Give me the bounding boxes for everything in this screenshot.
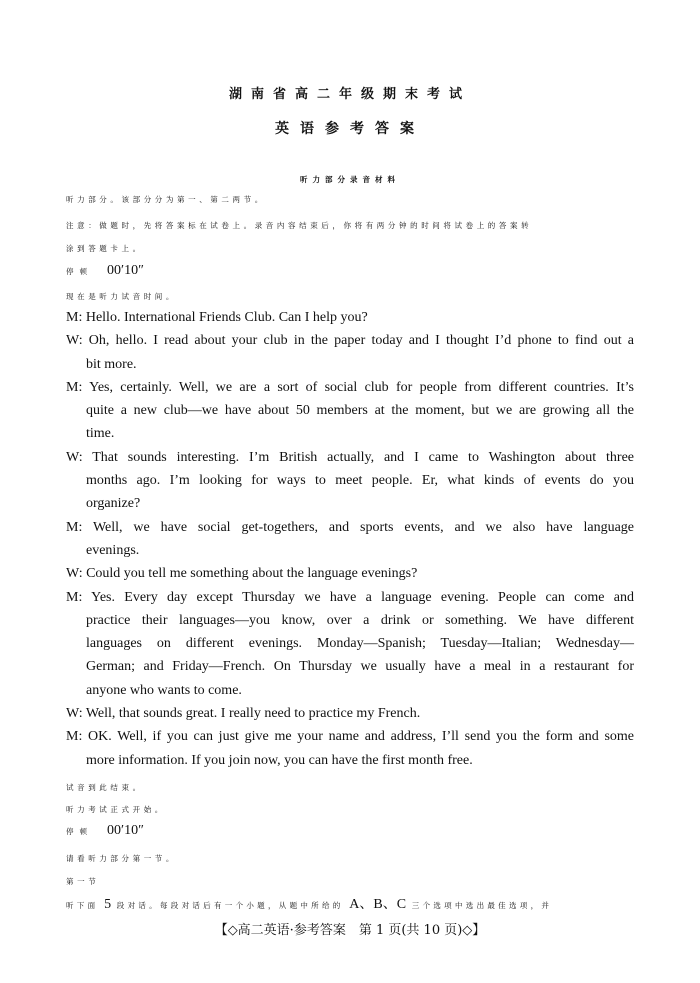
exam-start-note: 听力考试正式开始。 (66, 805, 166, 814)
dialogue-line: organize? (86, 496, 141, 512)
dialogue-line: months ago. I’m looking for ways to meet people. Er, what kinds of events do you (86, 473, 634, 489)
dialogue-turn (66, 446, 634, 516)
trial-end-note: 试音到此结束。 (66, 783, 144, 792)
instr-options: A、B、C (349, 897, 407, 912)
listening-intro: 听力部分。该部分分为第一、第二两节。 (66, 195, 266, 204)
dialogue-turn (66, 586, 634, 702)
page-footer: 【◇高二英语·参考答案 第 1 页(共 10 页)◇】 (214, 923, 486, 938)
answer-key-title: 英语参考答案 (275, 121, 425, 137)
dialogue-line: W: Oh, hello. I read about your club in the paper today and I thought I’d phone to find out a (66, 333, 634, 349)
instr-text-a: 听下面 (66, 901, 99, 910)
exam-title: 湖南省高二年级期末考试 (228, 87, 471, 102)
instr-text-b: 段对话。每段对话后有一个小题，从题中所给的 (116, 901, 344, 910)
dialogue-line: M: Yes, certainly. Well, we are a sort of social club for people from different countries. It’s (66, 379, 634, 395)
dialogue-line: quite a new club—we have about 50 members at the moment, but we are growing all the (86, 403, 634, 419)
dialogue-line: M: Hello. International Friends Club. Can I help you? (66, 310, 368, 325)
dialogue-turn (66, 376, 634, 446)
dialogue-line: M: OK. Well, if you can just give me your name and address, I’ll send you the form and some (66, 729, 634, 745)
dialogue-turn (66, 306, 634, 329)
dialogue-line: bit more. (86, 356, 137, 372)
dialogue-line: M: Well, we have social get-togethers, and sports events, and we also have language (66, 519, 634, 535)
notice-line-2: 涂到答题卡上。 (66, 244, 144, 253)
dialogue-line: W: That sounds interesting. I’m British actually, and I came to Washington about three (66, 449, 634, 465)
dialogue-line: evenings. (86, 542, 140, 558)
trial-start-note: 现在是听力试音时间。 (66, 292, 177, 301)
read-part-note: 请看听力部分第一节。 (66, 854, 177, 863)
dialogue-line: M: Yes. Every day except Thursday we have a language evening. People can come and (66, 589, 634, 605)
dialogue-turn (66, 702, 634, 725)
dialogue-line: languages on different evenings. Monday—Spanish; Tuesday—Italian; Wednesday— (86, 636, 634, 652)
part-one-instructions (66, 893, 634, 913)
dialogue-line: time. (86, 426, 115, 442)
pause-marker (66, 261, 144, 279)
dialogue-turn (66, 516, 634, 563)
dialogue-line: more information. If you join now, you can have the first month free. (86, 752, 473, 768)
instr-number: 5 (104, 897, 112, 912)
pause-time: 00′10″ (107, 263, 144, 278)
pause-label: 停顿 (66, 827, 93, 836)
dialogue (66, 306, 634, 772)
pause-time: 00′10″ (107, 823, 144, 838)
dialogue-turn (66, 329, 634, 376)
part-one-heading: 第一节 (66, 877, 100, 886)
notice-line-1: 注意：做题时，先将答案标在试卷上。录音内容结束后，你将有两分钟的时间将试卷上的答案转 (66, 221, 533, 230)
pause-marker-2 (66, 821, 144, 839)
dialogue-line: W: Could you tell me something about the language evenings? (66, 566, 418, 582)
dialogue-turn (66, 725, 634, 772)
section-heading: 听力部分录音材料 (300, 175, 400, 184)
dialogue-line: W: Well, that sounds great. I really need to practice my French. (66, 706, 421, 722)
dialogue-turn (66, 562, 634, 585)
pause-label: 停顿 (66, 267, 93, 276)
instr-text-c: 三个选项中选出最佳选项，并 (411, 901, 553, 910)
dialogue-line: practice their languages—you know, over a drink or something. We have different (86, 612, 634, 628)
dialogue-line: German; and Friday—French. On Thursday we usually have a meal in a restaurant for (86, 659, 634, 675)
dialogue-line: anyone who wants to come. (86, 682, 242, 698)
